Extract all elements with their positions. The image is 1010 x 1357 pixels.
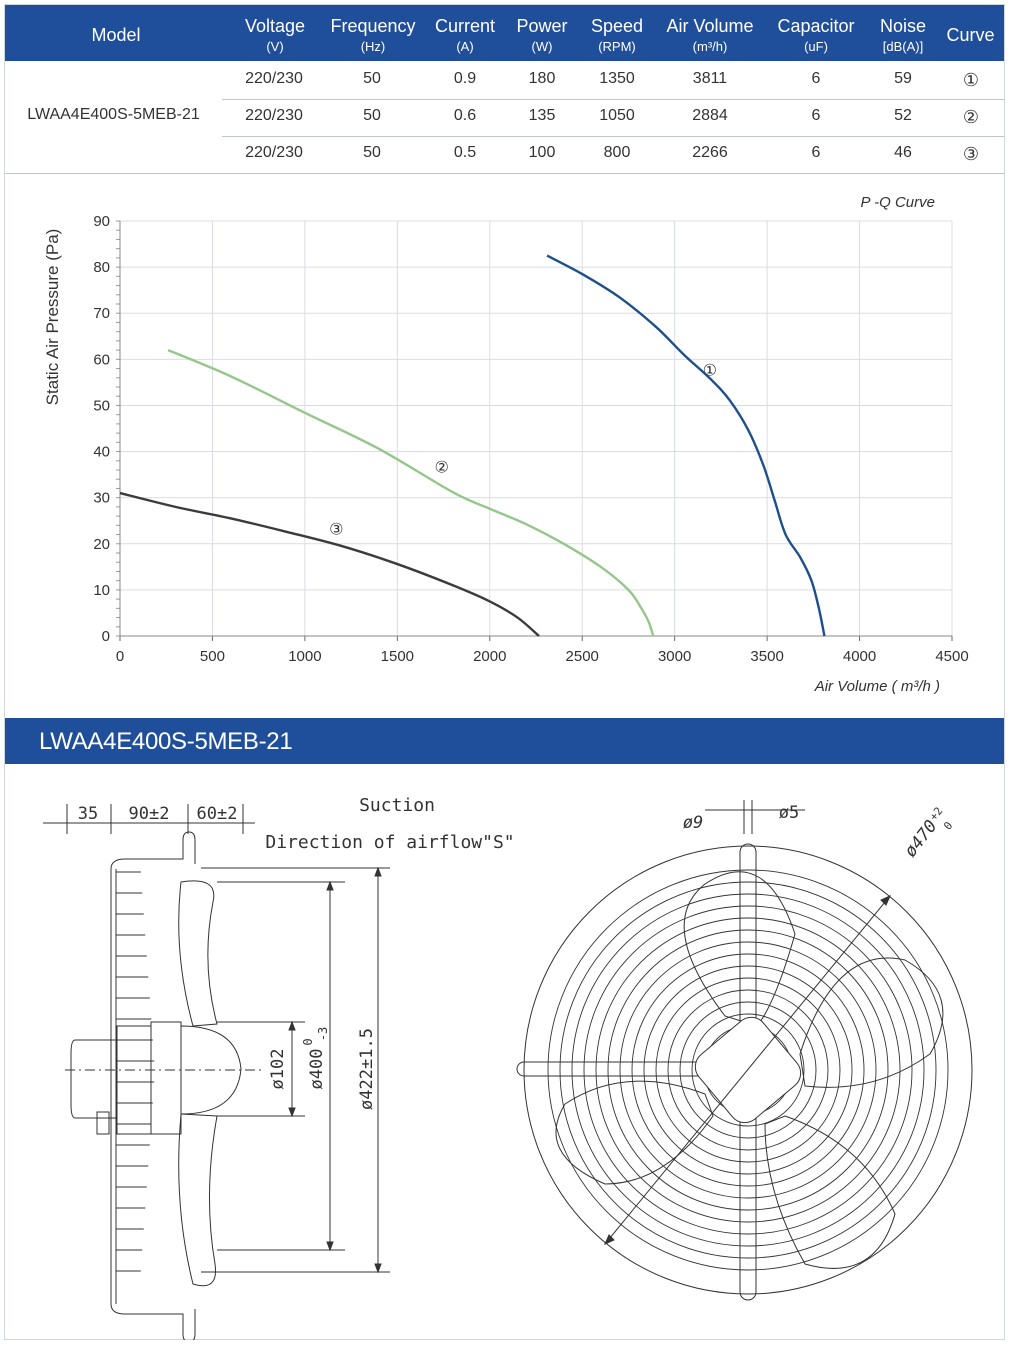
table-cell: 6 xyxy=(811,70,821,87)
series-line-1 xyxy=(547,256,824,636)
table-cell: 59 xyxy=(894,70,912,87)
table-cell: 6 xyxy=(811,107,821,124)
y-tick-label: 70 xyxy=(93,305,110,323)
y-tick-label: 90 xyxy=(93,213,110,230)
dim-label-d5: ø5 xyxy=(778,803,800,823)
guard-mount-top xyxy=(111,832,195,869)
header-unit: (A) xyxy=(456,39,474,54)
y-tick-label: 60 xyxy=(93,351,110,369)
dim-label-d470: ø470 xyxy=(900,816,942,862)
header-voltage xyxy=(227,5,323,61)
model-name-cell: LWAA4E400S-5MEB-21 xyxy=(27,106,200,123)
side-view-labels xyxy=(78,795,515,1110)
header-unit: (uF) xyxy=(804,39,828,54)
series-label-3: ③ xyxy=(329,521,344,539)
dim-label-d400: ø400 xyxy=(307,1048,327,1090)
motor-rotor xyxy=(117,1026,151,1134)
side-view xyxy=(43,804,390,1340)
header-unit: (V) xyxy=(266,39,284,54)
row-divider xyxy=(222,99,1004,100)
x-tick-label: 500 xyxy=(199,648,225,665)
table-cell: 6 xyxy=(811,144,821,161)
y-tick-label: 40 xyxy=(93,443,110,461)
table-cell: 800 xyxy=(603,144,631,161)
section-header xyxy=(5,718,1004,764)
header-label: Speed xyxy=(590,16,644,36)
table-cell: 220/230 xyxy=(245,107,303,124)
table-cell: 220/230 xyxy=(245,70,303,87)
table-cell: 50 xyxy=(363,144,381,161)
x-tick-label: 4500 xyxy=(935,648,969,665)
dim-tol-upper-d470: +2 xyxy=(927,804,946,824)
chart-tick-labels xyxy=(93,213,968,665)
y-tick-label: 80 xyxy=(93,259,110,277)
front-view-labels xyxy=(683,803,956,861)
series-label-1: ① xyxy=(702,362,717,380)
table-cell: 52 xyxy=(894,107,912,124)
table-row xyxy=(222,99,1004,136)
table-cell: 0.9 xyxy=(453,70,477,87)
table-cell: 2884 xyxy=(692,107,728,124)
dim-label-90: 90±2 xyxy=(128,804,170,824)
x-tick-label: 3000 xyxy=(657,648,692,665)
header-label: Voltage xyxy=(244,16,306,36)
x-tick-label: 3500 xyxy=(750,648,784,665)
table-cell: 1050 xyxy=(599,107,635,124)
header-unit: (Hz) xyxy=(360,39,386,54)
table-cell: ③ xyxy=(962,144,980,164)
header-label: Capacitor xyxy=(777,16,855,36)
table-cell: 3811 xyxy=(692,70,728,87)
header-speed xyxy=(577,5,657,61)
header-curve xyxy=(937,5,1004,61)
x-tick-label: 2500 xyxy=(565,648,599,665)
x-tick-label: 1500 xyxy=(380,648,415,665)
header-unit: [dB(A)] xyxy=(882,39,924,54)
y-tick-label: 20 xyxy=(93,535,110,553)
table-cell: 2266 xyxy=(692,144,728,161)
fan-blade xyxy=(179,1114,217,1286)
table-cell: 180 xyxy=(528,70,556,87)
header-label: Model xyxy=(91,25,141,45)
header-unit: (m³/h) xyxy=(692,39,728,54)
y-tick-label: 10 xyxy=(93,581,110,599)
table-cell: 50 xyxy=(363,107,381,124)
header-label: Current xyxy=(434,16,496,36)
dim-line-d470 xyxy=(605,896,890,1244)
airflow-label: Direction of airflow"S" xyxy=(265,832,515,853)
x-tick-label: 2000 xyxy=(473,648,507,665)
dim-tol-upper-d400: 0 xyxy=(301,1038,315,1046)
spec-table-header xyxy=(5,5,1004,61)
header-noise xyxy=(869,5,937,61)
header-unit: (RPM) xyxy=(598,39,636,54)
table-cell: 1350 xyxy=(599,70,635,87)
header-label: Noise xyxy=(879,16,927,36)
table-cell: 50 xyxy=(363,70,381,87)
header-frequency xyxy=(323,5,423,61)
x-tick-label: 1000 xyxy=(288,648,322,665)
dim-label-d102: ø102 xyxy=(268,1048,288,1090)
chart-series xyxy=(120,256,824,636)
header-unit: (W) xyxy=(531,39,553,54)
series-label-2: ② xyxy=(434,459,449,477)
fan-blade xyxy=(800,958,943,1087)
x-tick-label: 0 xyxy=(115,648,125,665)
table-cell: 100 xyxy=(528,144,556,161)
suction-label: Suction xyxy=(359,795,435,816)
dim-label-d9: ø9 xyxy=(682,813,704,833)
table-cell: 0.5 xyxy=(453,144,477,161)
dim-label-35: 35 xyxy=(77,804,99,824)
guard-outline xyxy=(111,869,116,1304)
chart-axes xyxy=(116,221,952,641)
series-line-2 xyxy=(168,350,653,636)
table-cell: 0.6 xyxy=(453,107,477,124)
hub-plate xyxy=(151,1022,181,1134)
table-cell: 135 xyxy=(528,107,556,124)
table-row xyxy=(222,136,1004,173)
table-cell: 46 xyxy=(894,144,912,161)
pq-curve-chart xyxy=(5,174,1004,714)
x-axis-label: Air Volume ( m³/h ) xyxy=(814,678,940,695)
y-axis-label: Static Air Pressure (Pa) xyxy=(43,228,62,406)
header-label: Curve xyxy=(946,25,995,45)
technical-drawing xyxy=(5,764,1004,1340)
y-tick-label: 0 xyxy=(101,628,110,645)
series-line-3 xyxy=(120,493,539,636)
dim-tol-lower-d470: 0 xyxy=(941,819,956,833)
dim-tol-lower-d400: -3 xyxy=(316,1026,330,1042)
header-current xyxy=(423,5,507,61)
guard-ribs xyxy=(116,872,154,1271)
y-tick-label: 30 xyxy=(93,489,110,507)
chart-title: P -Q Curve xyxy=(860,194,935,211)
y-tick-label: 50 xyxy=(93,397,110,415)
table-row xyxy=(222,62,1004,99)
x-tick-label: 4000 xyxy=(842,648,877,665)
front-view xyxy=(517,800,972,1300)
guard-mount-bottom xyxy=(111,1304,195,1340)
header-capacitor xyxy=(763,5,869,61)
chart-grid xyxy=(120,221,952,636)
table-cell: 220/230 xyxy=(245,144,303,161)
header-label: Power xyxy=(516,16,568,36)
header-power xyxy=(507,5,577,61)
dim-label-d422: ø422±1.5 xyxy=(357,1028,377,1110)
section-title: LWAA4E400S-5MEB-21 xyxy=(39,728,293,755)
fan-blade xyxy=(179,881,217,1026)
table-cell: ② xyxy=(962,107,980,127)
dim-label-60: 60±2 xyxy=(196,804,238,824)
header-label: Air Volume xyxy=(666,16,754,36)
header-label: Frequency xyxy=(330,16,416,36)
terminal-box xyxy=(97,1112,109,1134)
header-model xyxy=(5,5,227,61)
fan-blade xyxy=(556,1081,713,1184)
table-cell: ① xyxy=(962,70,980,90)
header-air-volume xyxy=(657,5,763,61)
row-divider xyxy=(222,136,1004,137)
motor-body xyxy=(71,1040,117,1118)
